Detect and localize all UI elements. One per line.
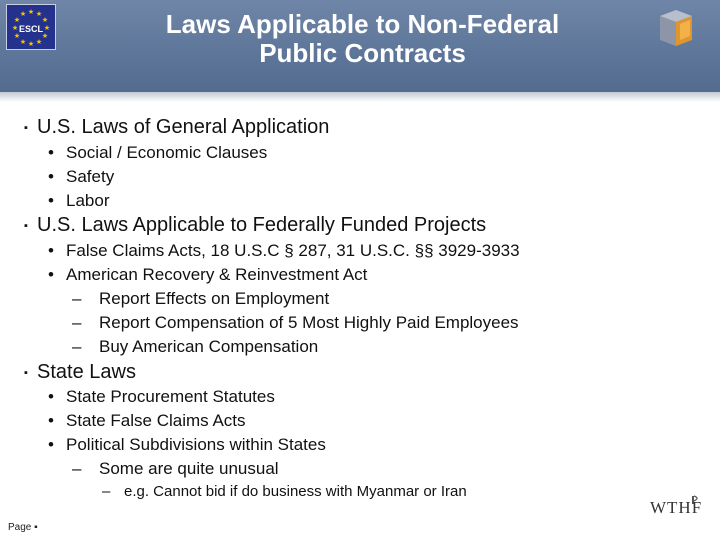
dash-bullet-icon: – (102, 483, 111, 500)
svg-text:★: ★ (41, 16, 49, 24)
escl-logo-text: ESCL (18, 24, 44, 34)
bullet-text: U.S. Laws Applicable to Federally Funded Projects (37, 214, 487, 236)
bullet-text: State False Claims Acts (66, 411, 246, 430)
svg-text:★: ★ (19, 38, 27, 46)
svg-text:★: ★ (35, 38, 43, 46)
dot-bullet-icon: • (48, 411, 54, 430)
dot-bullet-icon: • (48, 191, 54, 210)
bullet-text: U.S. Laws of General Application (37, 116, 330, 138)
bullet-text: e.g. Cannot bid if do business with Myanmar or Iran (124, 483, 467, 500)
dot-bullet-icon: • (48, 435, 54, 454)
bullet-text: Buy American Compensation (99, 337, 319, 356)
dot-bullet-icon: • (48, 143, 54, 162)
dash-bullet-icon: – (72, 459, 82, 478)
wthf-logo-text: WTHF (650, 498, 703, 517)
svg-text:★: ★ (13, 32, 21, 40)
bullet-text: Labor (66, 191, 110, 210)
svg-text:★: ★ (11, 24, 19, 32)
svg-text:★: ★ (19, 10, 27, 18)
bullet-text: State Procurement Statutes (66, 387, 275, 406)
dot-bullet-icon: • (48, 265, 54, 284)
page-number: Page ▪ (8, 522, 38, 533)
dot-bullet-icon: • (48, 241, 54, 260)
slide-title-line-1: Laws Applicable to Non-Federal (165, 9, 560, 39)
svg-text:★: ★ (43, 24, 51, 32)
svg-text:★: ★ (41, 32, 49, 40)
bullet-text: Safety (66, 167, 115, 186)
bullet-text: Political Subdivisions within States (66, 435, 326, 454)
dash-bullet-icon: – (72, 337, 82, 356)
svg-text:★: ★ (13, 16, 21, 24)
slide-title-line-2: Public Contracts (259, 38, 466, 68)
bullet-text: Some are quite unusual (99, 459, 279, 478)
bullet-text: Report Compensation of 5 Most Highly Paid Employees (99, 313, 519, 332)
square-bullet-icon: ▪ (24, 220, 28, 232)
bullet-text: State Laws (37, 361, 136, 383)
svg-text:★: ★ (27, 40, 35, 48)
bullet-text: Social / Economic Clauses (66, 143, 268, 162)
bullet-text: American Recovery & Reinvestment Act (66, 265, 368, 284)
dash-bullet-icon: – (72, 289, 82, 308)
dot-bullet-icon: • (48, 387, 54, 406)
svg-text:★: ★ (27, 8, 35, 16)
square-bullet-icon: ▪ (24, 367, 28, 379)
dot-bullet-icon: • (48, 167, 54, 186)
svg-text:★: ★ (35, 10, 43, 18)
wthf-logo (650, 494, 710, 534)
square-bullet-icon: ▪ (24, 122, 28, 134)
bullet-text: False Claims Acts, 18 U.S.C § 287, 31 U.S.C. §§ 3929-3933 (66, 241, 520, 260)
bullet-text: Report Effects on Employment (99, 289, 330, 308)
dash-bullet-icon: – (72, 313, 82, 332)
